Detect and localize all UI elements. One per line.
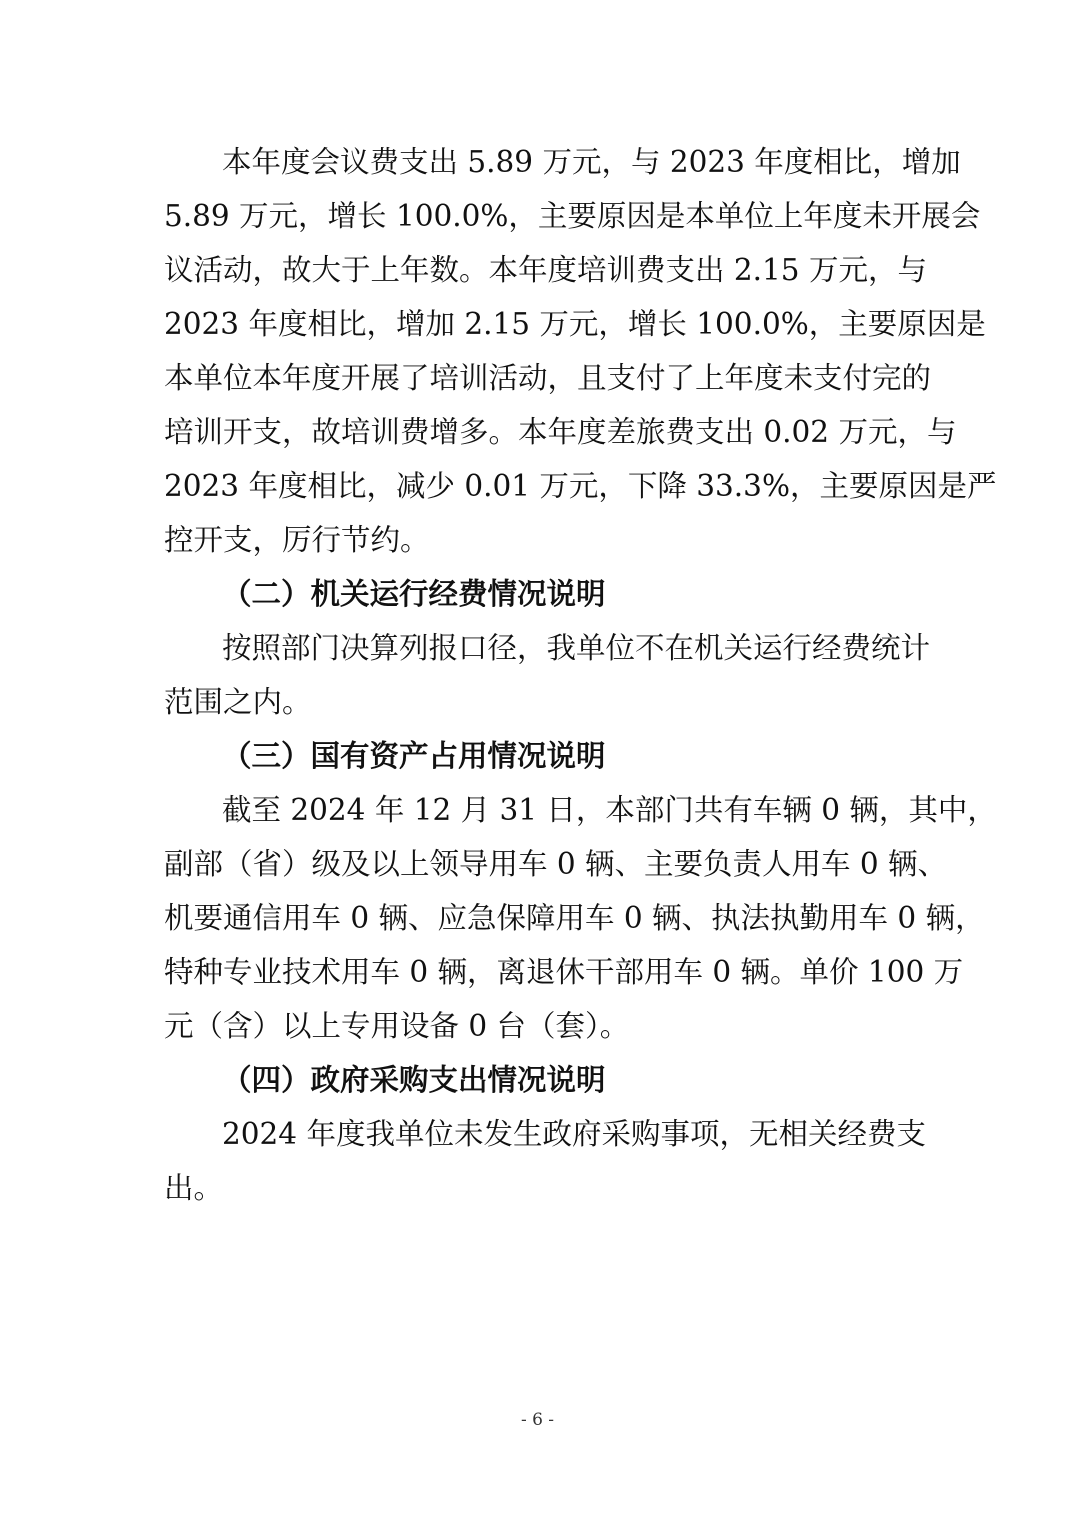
section-heading: （四）政府采购支出情况说明 [222,1062,606,1097]
paragraph-line: 5.89 万元，增长 100.0%，主要原因是本单位上年度未开展会 [164,199,981,233]
paragraph-line: 副部（省）级及以上领导用车 0 辆、主要负责人用车 0 辆、 [164,847,948,881]
page-number: - 6 - [520,1410,555,1430]
paragraph-line: 2023 年度相比，减少 0.01 万元，下降 33.3%，主要原因是严 [164,469,997,503]
section-heading: （三）国有资产占用情况说明 [222,738,606,773]
paragraph-line: 范围之内。 [164,685,312,719]
paragraph-line: 本年度会议费支出 5.89 万元，与 2023 年度相比，增加 [222,145,961,179]
paragraph-line: 议活动，故大于上年数。本年度培训费支出 2.15 万元，与 [164,253,927,287]
paragraph-line: 2023 年度相比，增加 2.15 万元，增长 100.0%，主要原因是 [164,307,986,341]
paragraph-line: 培训开支，故培训费增多。本年度差旅费支出 0.02 万元，与 [164,415,957,449]
paragraph-line: 本单位本年度开展了培训活动，且支付了上年度未支付完的 [164,361,932,395]
paragraph-line: 出。 [164,1171,224,1205]
paragraph-line: 2024 年度我单位未发生政府采购事项，无相关经费支 [222,1117,926,1151]
paragraph-line: 元（含）以上专用设备 0 台（套）。 [164,1009,630,1043]
paragraph-line: 机要通信用车 0 辆、应急保障用车 0 辆、执法执勤用车 0 辆， [164,901,985,935]
paragraph-line: 截至 2024 年 12 月 31 日，本部门共有车辆 0 辆，其中， [222,793,997,827]
paragraph-line: 控开支，厉行节约。 [164,523,430,557]
paragraph-line: 按照部门决算列报口径，我单位不在机关运行经费统计 [222,631,931,665]
paragraph-line: 特种专业技术用车 0 辆，离退休干部用车 0 辆。单价 100 万 [164,955,964,989]
section-heading: （二）机关运行经费情况说明 [222,576,606,611]
